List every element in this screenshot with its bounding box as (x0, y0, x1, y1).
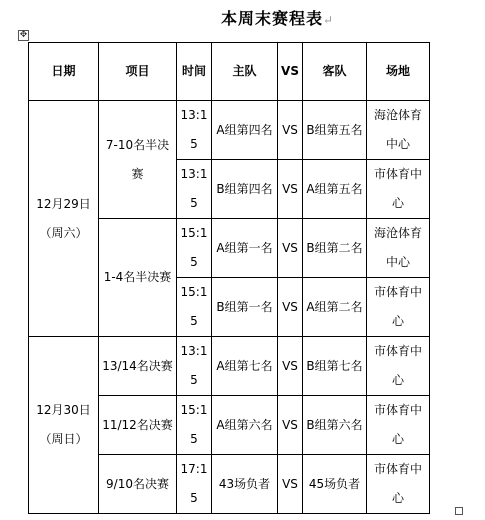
table-row (29, 337, 430, 396)
event-cell: 11/12名决赛 (99, 396, 177, 455)
vs-cell: VS (278, 219, 303, 278)
header-date: 日期 (29, 43, 99, 101)
vs-cell: VS (278, 455, 303, 514)
paragraph-mark-icon: ↵ (322, 13, 335, 27)
header-time: 时间 (177, 43, 212, 101)
header-row (29, 43, 430, 101)
time-cell: 15:15 (177, 278, 212, 337)
home-cell: A组第六名 (212, 396, 278, 455)
vs-cell: VS (278, 337, 303, 396)
vs-cell: VS (278, 278, 303, 337)
home-cell: A组第七名 (212, 337, 278, 396)
vs-cell: VS (278, 396, 303, 455)
table-move-handle-icon[interactable]: ✥ (19, 30, 28, 40)
home-cell: B组第四名 (212, 160, 278, 219)
time-cell: 13:15 (177, 160, 212, 219)
venue-cell: 海沧体育中心 (367, 219, 430, 278)
schedule-body (29, 101, 430, 514)
away-cell: B组第二名 (303, 219, 367, 278)
header-home: 主队 (212, 43, 278, 101)
time-cell: 13:15 (177, 337, 212, 396)
venue-cell: 市体育中心 (367, 455, 430, 514)
home-cell: 43场负者 (212, 455, 278, 514)
header-venue: 场地 (367, 43, 430, 101)
venue-cell: 市体育中心 (367, 337, 430, 396)
venue-cell: 市体育中心 (367, 396, 430, 455)
away-cell: B组第五名 (303, 101, 367, 160)
event-cell: 13/14名决赛 (99, 337, 177, 396)
away-cell: A组第五名 (303, 160, 367, 219)
vs-cell: VS (278, 160, 303, 219)
home-cell: A组第四名 (212, 101, 278, 160)
away-cell: B组第六名 (303, 396, 367, 455)
event-cell: 9/10名决赛 (99, 455, 177, 514)
event-cell: 7-10名半决赛 (99, 101, 177, 219)
time-cell: 13:15 (177, 101, 212, 160)
header-vs: VS (278, 43, 303, 101)
event-cell: 1-4名半决赛 (99, 219, 177, 337)
vs-cell: VS (278, 101, 303, 160)
time-cell: 17:15 (177, 455, 212, 514)
header-away: 客队 (303, 43, 367, 101)
home-cell: A组第一名 (212, 219, 278, 278)
schedule-table (28, 42, 430, 514)
table-resize-handle-icon[interactable] (455, 507, 463, 515)
venue-cell: 市体育中心 (367, 278, 430, 337)
away-cell: A组第二名 (303, 278, 367, 337)
home-cell: B组第一名 (212, 278, 278, 337)
away-cell: 45场负者 (303, 455, 367, 514)
away-cell: B组第七名 (303, 337, 367, 396)
title-text: 本周末赛程表 (220, 9, 323, 28)
venue-cell: 市体育中心 (367, 160, 430, 219)
date-cell: 12月29日（周六） (29, 101, 99, 337)
document-title (0, 6, 485, 29)
date-cell: 12月30日（周日） (29, 337, 99, 514)
time-cell: 15:15 (177, 396, 212, 455)
time-cell: 15:15 (177, 219, 212, 278)
table-row (29, 101, 430, 160)
venue-cell: 海沧体育中心 (367, 101, 430, 160)
header-event: 项目 (99, 43, 177, 101)
